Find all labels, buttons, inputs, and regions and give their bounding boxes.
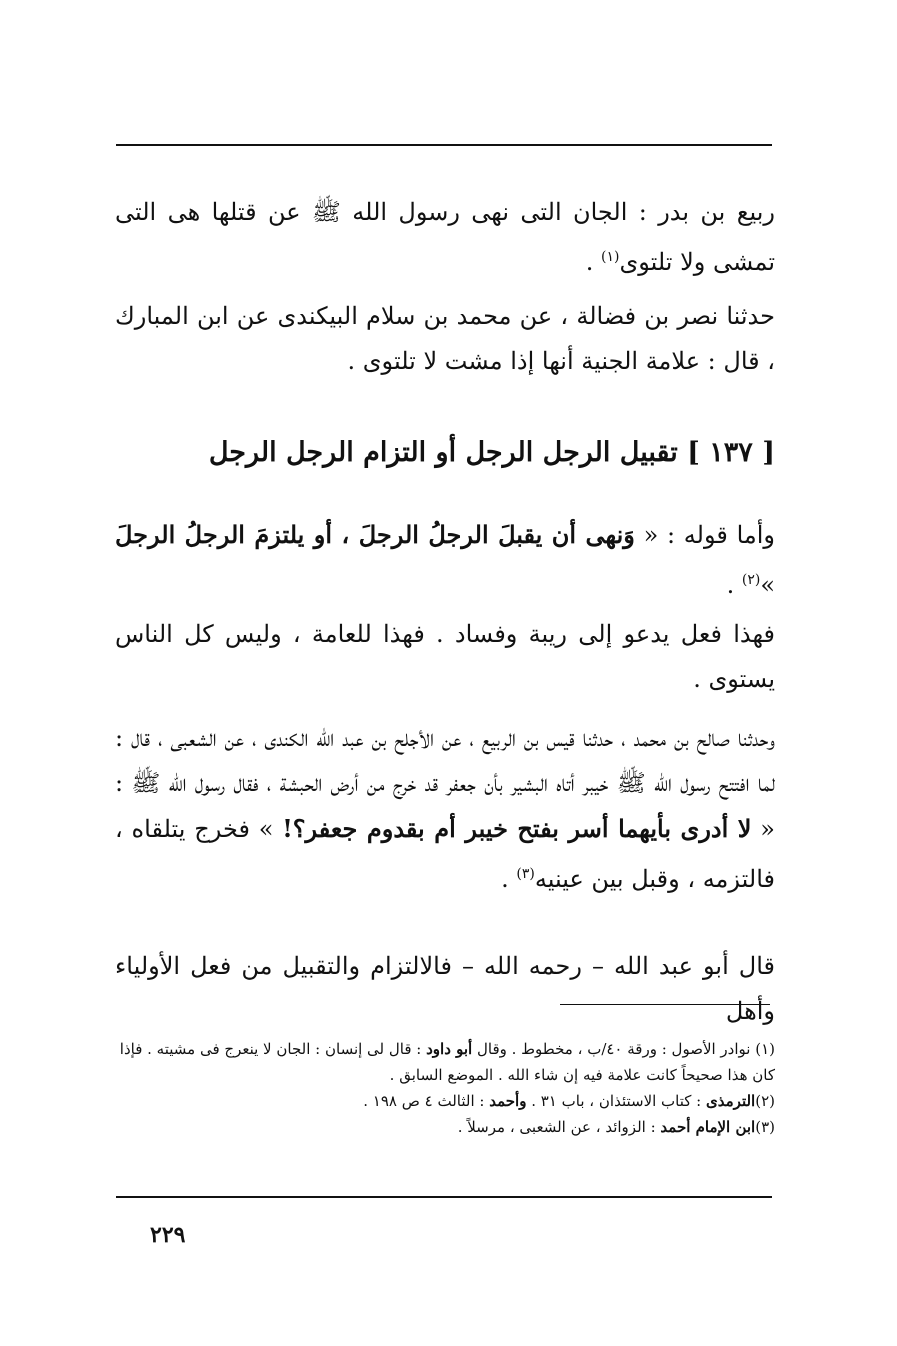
- footnote-2-source-1: الترمذى: [706, 1092, 756, 1110]
- footnote-ref-2: (٢): [741, 572, 761, 588]
- footnote-1: [115, 1036, 775, 1088]
- paragraph-5-quote: لا أدرى بأيهما أسر بفتح خيبر أم بقدوم جعفر؟!: [282, 814, 752, 843]
- footnote-2-source-2: وأحمد: [489, 1092, 527, 1110]
- footnote-3-number: (٣): [755, 1118, 775, 1136]
- paragraph-1: [115, 190, 775, 285]
- paragraph-6: قال أبو عبد الله – رحمه الله – فالالتزام والتقبيل من فعل الأولياء وأهل: [115, 952, 775, 1025]
- paragraph-5: [115, 716, 775, 902]
- footnote-separator: [560, 1004, 770, 1005]
- bottom-rule: [116, 1196, 772, 1198]
- footnote-1-text: نوادر الأصول : ورقة ٤٠/ب ، مخطوط . وقال: [472, 1040, 756, 1058]
- footnote-2-number: (٢): [755, 1092, 775, 1110]
- paragraph-3-quote: وَنهى أن يقبلَ الرجلُ الرجلَ ، أو يلتزمَ الرجلُ الرجلَ: [115, 520, 635, 549]
- page-number: ٢٢٩: [150, 1222, 186, 1248]
- paragraph-2: حدثنا نصر بن فضالة ، عن محمد بن سلام البيكندى عن ابن المبارك ، قال : علامة الجنية أنها إذا مشت لا تلتوى .: [115, 302, 775, 375]
- paragraph-5-rest: » فخرج يتلقاه ، فالتزمه ، وقبل بين عينيه: [115, 815, 775, 893]
- footnote-1-author: أبو داود: [426, 1040, 473, 1058]
- top-rule: [116, 144, 772, 146]
- footnote-2-text-1: : كتاب الاستئذان ، باب ٣١ .: [526, 1092, 707, 1110]
- paragraph-4: فهذا فعل يدعو إلى ريبة وفساد . فهذا للعامة ، وليس كل الناس يستوى .: [115, 620, 775, 693]
- paragraph-1-text: ربيع بن بدر : الجان التى نهى رسول الله ﷺ عن قتلها هى التى تمشى ولا تلتوى: [115, 198, 775, 276]
- paragraph-3-close: »: [760, 571, 775, 599]
- section-heading: [ ١٣٧ ] تقبيل الرجل الرجل أو التزام الرجل الرجل: [208, 437, 775, 468]
- paragraph-3: [115, 512, 775, 608]
- footnote-1-number: (١): [755, 1040, 775, 1058]
- footnotes: [115, 1036, 775, 1140]
- paragraph-5-end: .: [501, 865, 517, 893]
- footnote-1-rest: : قال لى إنسان : الجان لا ينعرج فى مشيته . فإذا كان هذا صحيحاً كانت علامة فيه إن شاء الله . الموضع السابق .: [119, 1040, 775, 1084]
- footnote-2: [115, 1088, 775, 1114]
- footnote-2-text-2: : الثالث ٤ ص ١٩٨ .: [363, 1092, 490, 1110]
- footnote-3: [115, 1114, 775, 1140]
- footnote-3-source: ابن الإمام أحمد: [660, 1118, 756, 1136]
- paragraph-3-intro: وأما قوله : «: [634, 521, 775, 549]
- footnote-3-text: : الزوائد ، عن الشعبى ، مرسلاً .: [457, 1118, 661, 1136]
- paragraph-5-intro: وحدثنا صالح بن محمد ، حدثنا قيس بن الربيع ، عن الأجلح بن عبد الله الكندى ، عن الشعبى ، قال : لما افتتح رسول الله ﷺ خيبر أتاه البشير بأن جعفر قد خرج من أرض الحبشة ، فقال رسول الله ﷺ : «: [115, 724, 775, 843]
- paragraph-1-end: .: [585, 248, 601, 276]
- footnote-ref-3: (٣): [516, 866, 535, 882]
- paragraph-3-end: .: [726, 571, 742, 599]
- footnote-ref-1: (١): [600, 249, 620, 265]
